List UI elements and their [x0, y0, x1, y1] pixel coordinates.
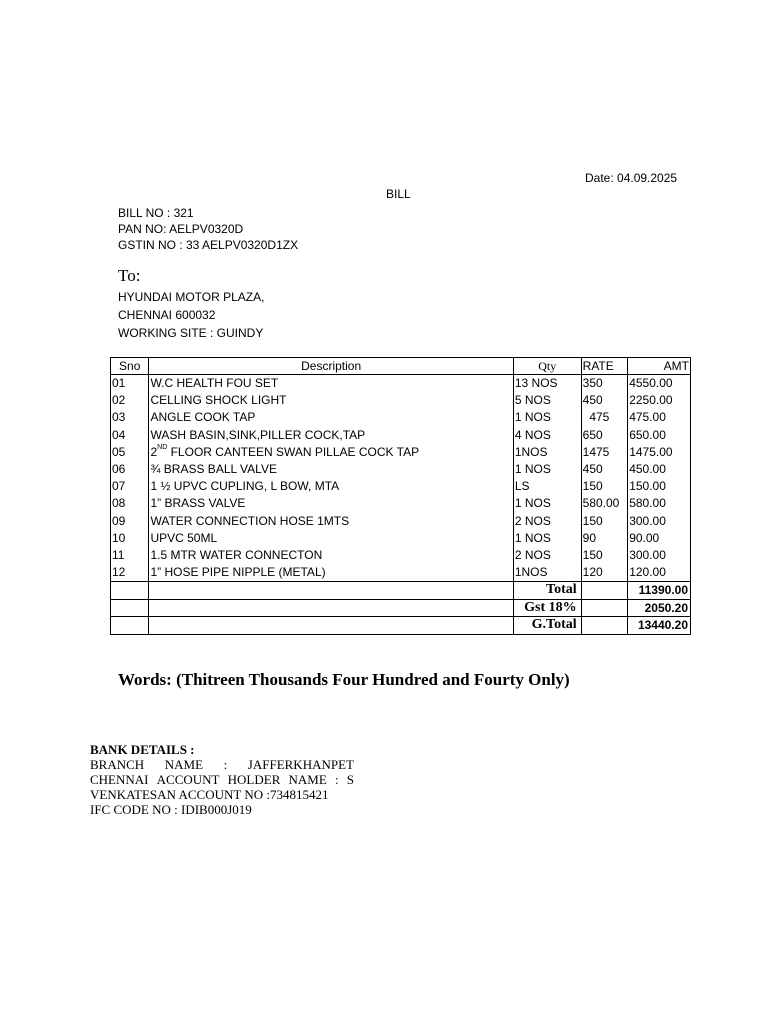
row-sno: 07: [111, 478, 149, 495]
bank-line-1: BRANCH NAME : JAFFERKHANPET: [90, 757, 354, 772]
address-line-2: CHENNAI 600032: [118, 308, 216, 322]
row-sno: 05: [111, 444, 149, 461]
row-description: WASH BASIN,SINK,PILLER COCK,TAP: [149, 427, 513, 444]
row-rate: 580.00: [581, 495, 628, 512]
row-sno: 03: [111, 409, 149, 426]
bank-details-title: BANK DETAILS :: [90, 742, 195, 757]
grand-total-value: 13440.20: [628, 617, 691, 635]
header-sno: Sno: [111, 358, 149, 375]
row-description: WATER CONNECTION HOSE 1MTS: [149, 513, 513, 530]
row-description: ANGLE COOK TAP: [149, 409, 513, 426]
bank-line-2: CHENNAI ACCOUNT HOLDER NAME : S: [90, 772, 354, 787]
row-amt: 4550.00: [628, 375, 691, 393]
row-qty: 5 NOS: [513, 392, 581, 409]
table-row: [111, 513, 691, 530]
row-qty: 1 NOS: [513, 409, 581, 426]
table-row: [111, 409, 691, 426]
row-amt: 580.00: [628, 495, 691, 512]
row-amt: 475.00: [628, 409, 691, 426]
table-row: [111, 375, 691, 393]
items-table: [110, 357, 691, 635]
row-sno: 02: [111, 392, 149, 409]
table-row: [111, 530, 691, 547]
row-sno: 01: [111, 375, 149, 393]
table-row: [111, 495, 691, 512]
row-description: 1 ½ UPVC CUPLING, L BOW, MTA: [149, 478, 513, 495]
row-amt: 300.00: [628, 513, 691, 530]
bill-number: BILL NO : 321: [118, 206, 194, 220]
bill-date: Date: 04.09.2025: [585, 171, 678, 185]
bank-line-4: IFC CODE NO : IDIB000J019: [90, 802, 252, 817]
row-sno: 09: [111, 513, 149, 530]
row-amt: 650.00: [628, 427, 691, 444]
row-description: 1” HOSE PIPE NIPPLE (METAL): [149, 564, 513, 582]
row-qty: 1NOS: [513, 444, 581, 461]
header-amt: AMT: [628, 358, 691, 375]
table-row: [111, 547, 691, 564]
row-qty: 2 NOS: [513, 513, 581, 530]
row-amt: 300.00: [628, 547, 691, 564]
row-amt: 150.00: [628, 478, 691, 495]
address-line-1: HYUNDAI MOTOR PLAZA,: [118, 290, 265, 304]
pan-number: PAN NO: AELPV0320D: [118, 222, 244, 236]
total-label: Total: [513, 582, 581, 600]
row-amt: 120.00: [628, 564, 691, 582]
to-label: To:: [118, 266, 141, 285]
grand-total-row: [111, 617, 691, 635]
bill-header-info: [118, 205, 298, 253]
row-qty: 1 NOS: [513, 495, 581, 512]
row-description: UPVC 50ML: [149, 530, 513, 547]
row-sno: 10: [111, 530, 149, 547]
row-description: 2ND FLOOR CANTEEN SWAN PILLAE COCK TAP: [149, 444, 513, 461]
row-rate: 150: [581, 478, 628, 495]
grand-total-label: G.Total: [513, 617, 581, 635]
row-description: ¾ BRASS BALL VALVE: [149, 461, 513, 478]
total-value: 11390.00: [628, 582, 691, 600]
row-amt: 450.00: [628, 461, 691, 478]
gst-value: 2050.20: [628, 599, 691, 617]
row-qty: 13 NOS: [513, 375, 581, 393]
row-sno: 08: [111, 495, 149, 512]
table-row: [111, 444, 691, 461]
row-sno: 11: [111, 547, 149, 564]
total-row: [111, 582, 691, 600]
row-rate: 90: [581, 530, 628, 547]
table-row: [111, 392, 691, 409]
gst-row: [111, 599, 691, 617]
table-header-row: [111, 358, 691, 375]
header-rate: RATE: [581, 358, 628, 375]
row-rate: 150: [581, 513, 628, 530]
row-sno: 12: [111, 564, 149, 582]
row-qty: 2 NOS: [513, 547, 581, 564]
address-line-3: WORKING SITE : GUINDY: [118, 326, 264, 340]
row-qty: 1 NOS: [513, 461, 581, 478]
row-rate: 650: [581, 427, 628, 444]
row-description: 1.5 MTR WATER CONNECTON: [149, 547, 513, 564]
table-row: [111, 564, 691, 582]
row-sno: 06: [111, 461, 149, 478]
row-rate: 150: [581, 547, 628, 564]
row-rate: 450: [581, 461, 628, 478]
table-row: [111, 427, 691, 444]
row-qty: 1NOS: [513, 564, 581, 582]
amount-in-words: Words: (Thitreen Thousands Four Hundred and Fourty Only): [118, 670, 570, 689]
row-qty: 4 NOS: [513, 427, 581, 444]
row-qty: 1 NOS: [513, 530, 581, 547]
gstin-number: GSTIN NO : 33 AELPV0320D1ZX: [118, 238, 299, 252]
row-qty: LS: [513, 478, 581, 495]
header-description: Description: [149, 358, 513, 375]
header-qty: Qty: [513, 358, 581, 375]
bank-details: [90, 742, 360, 817]
recipient-address: [118, 288, 264, 342]
row-amt: 2250.00: [628, 392, 691, 409]
row-rate: 475: [581, 409, 628, 426]
row-rate: 120: [581, 564, 628, 582]
bill-title: BILL: [386, 187, 411, 201]
row-description: W.C HEALTH FOU SET: [149, 375, 513, 393]
row-amt: 1475.00: [628, 444, 691, 461]
row-amt: 90.00: [628, 530, 691, 547]
row-sno: 04: [111, 427, 149, 444]
gst-label: Gst 18%: [513, 599, 581, 617]
row-description: 1” BRASS VALVE: [149, 495, 513, 512]
table-row: [111, 461, 691, 478]
row-rate: 450: [581, 392, 628, 409]
table-row: [111, 478, 691, 495]
row-description: CELLING SHOCK LIGHT: [149, 392, 513, 409]
row-rate: 350: [581, 375, 628, 393]
bank-line-3: VENKATESAN ACCOUNT NO :734815421: [90, 787, 329, 802]
row-rate: 1475: [581, 444, 628, 461]
